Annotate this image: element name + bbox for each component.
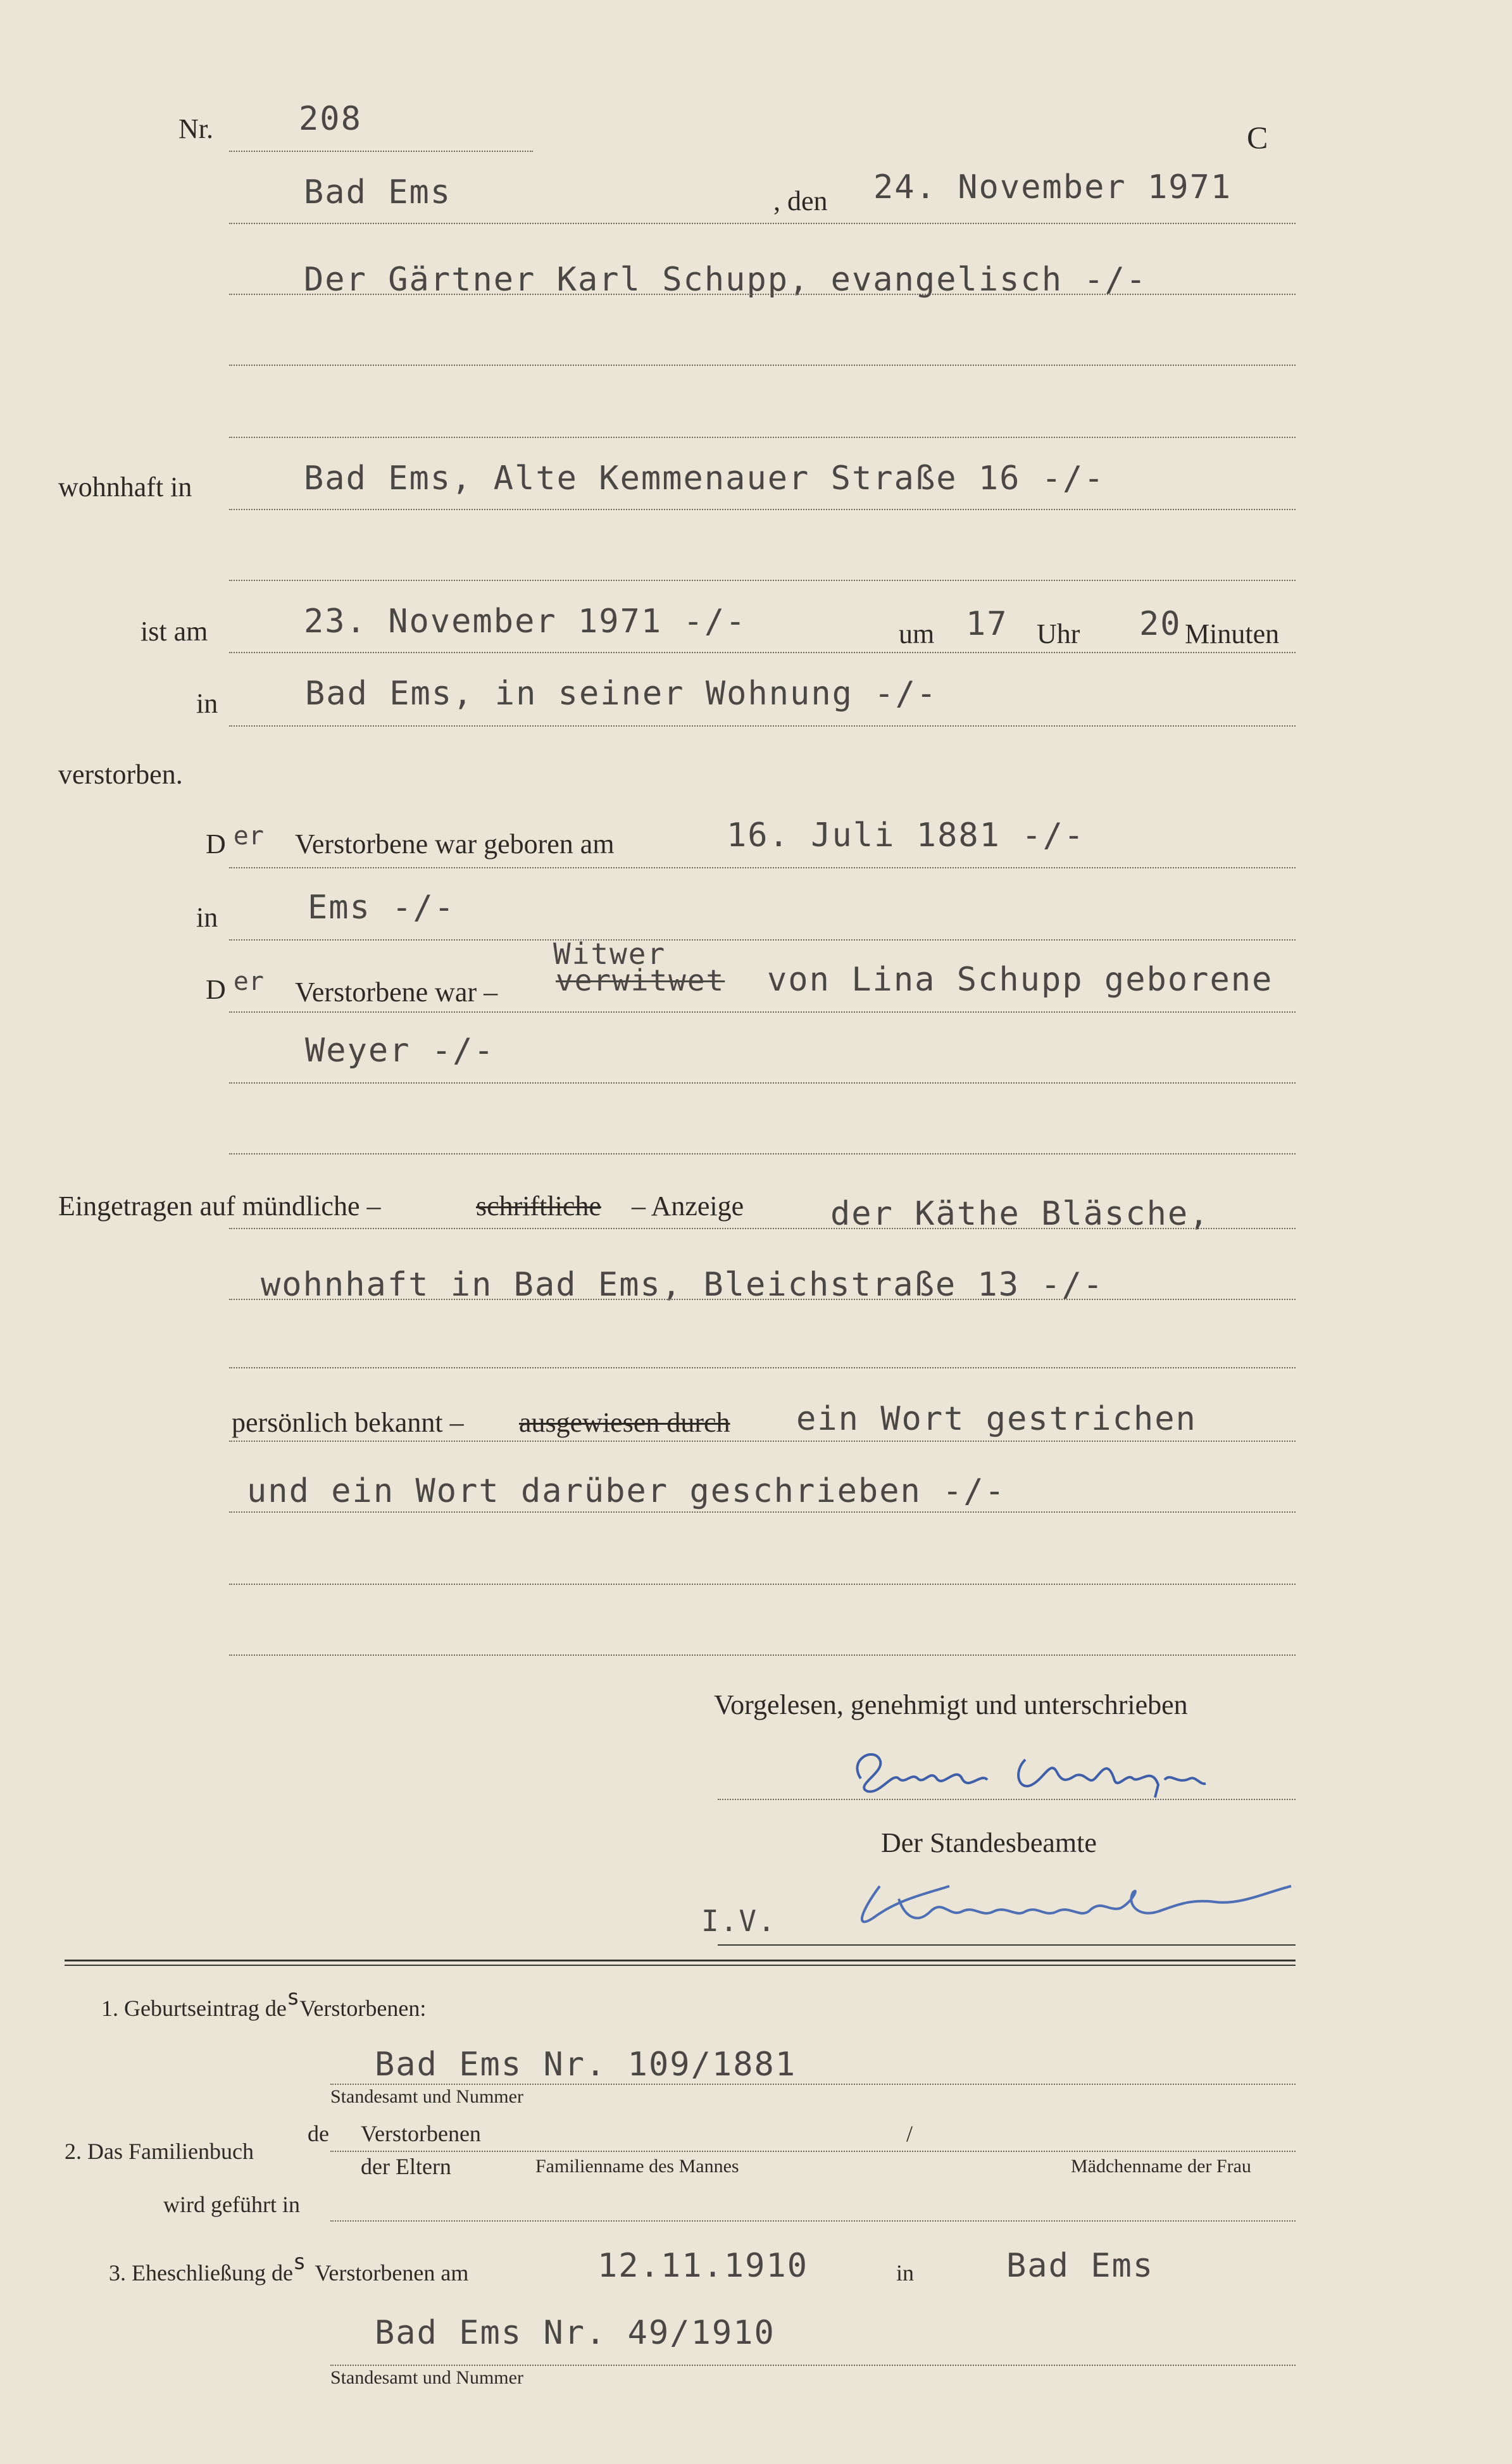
declarant-line-2: [229, 365, 1296, 366]
death-in-label: in: [196, 688, 218, 719]
marriage-place: Bad Ems: [1006, 2247, 1154, 2285]
informant-signature-line: [718, 1799, 1296, 1800]
marital-label: Verstorbene war –: [295, 977, 498, 1008]
birth-entry-reference: Bad Ems Nr. 109/1881: [375, 2046, 797, 2084]
birth-place-line: [229, 939, 1296, 941]
declarant-line-1: [229, 294, 1296, 295]
informant-address: wohnhaft in Bad Ems, Bleichstraße 13 -/-: [261, 1266, 1104, 1304]
registration-struck-word: schriftliche: [476, 1191, 601, 1222]
item3-caption: Standesamt und Nummer: [330, 2367, 523, 2388]
declarant-line-3: [229, 437, 1296, 438]
item1-line: [330, 2084, 1296, 2085]
birth-date-line: [229, 867, 1296, 868]
date-line: [229, 223, 1296, 224]
death-date-line: [229, 652, 1296, 653]
birth-place: Ems -/-: [308, 889, 456, 927]
death-place-line: [229, 725, 1296, 727]
item2-label: 2. Das Familienbuch: [65, 2139, 254, 2164]
residence-value: Bad Ems, Alte Kemmenauer Straße 16 -/-: [304, 460, 1105, 497]
footer-divider-2: [65, 1965, 1296, 1966]
death-place: Bad Ems, in seiner Wohnung -/-: [305, 675, 938, 713]
identification-line-2: [229, 1511, 1296, 1513]
item1-label: 1. Geburtseintrag desVerstorbenen:: [101, 1985, 427, 2021]
identification-line-3: [229, 1584, 1296, 1585]
marriage-reference: Bad Ems Nr. 49/1910: [375, 2314, 775, 2352]
registration-label-suffix: – Anzeige: [632, 1191, 744, 1222]
verstorben-label: verstorben.: [58, 759, 183, 790]
marital-value: von Lina Schupp geborene: [767, 961, 1273, 999]
footer-divider-1: [65, 1960, 1296, 1961]
death-minutes: 20: [1139, 605, 1182, 643]
ist-am-label: ist am: [141, 616, 208, 647]
residence-line-1: [229, 509, 1296, 510]
official-label: Der Standesbeamte: [881, 1827, 1097, 1858]
marital-d-label: D er: [206, 967, 264, 1005]
identification-value-2: und ein Wort darüber geschrieben -/-: [247, 1472, 1006, 1510]
item1-caption: Standesamt und Nummer: [330, 2086, 523, 2107]
registration-line-1: [229, 1228, 1296, 1229]
item2-de: de: [308, 2121, 329, 2146]
identification-line-4: [229, 1654, 1296, 1656]
minuten-label: Minuten: [1185, 618, 1280, 649]
marital-line-1: [229, 1011, 1296, 1013]
registration-date: 24. November 1971: [873, 168, 1232, 206]
registration-line-3: [229, 1367, 1296, 1368]
item3-line: [330, 2365, 1296, 2366]
item3-in: in: [896, 2260, 915, 2286]
registrar-signature: [835, 1848, 1316, 1943]
item2-wird-line: [330, 2220, 1296, 2222]
registration-line-2: [229, 1299, 1296, 1300]
uhr-label: Uhr: [1037, 618, 1080, 649]
marital-inserted-word: Witwer: [553, 937, 666, 971]
nr-line: [229, 151, 533, 152]
death-date: 23. November 1971 -/-: [304, 603, 747, 641]
identification-struck: ausgewiesen durch: [519, 1407, 730, 1438]
marital-line-2: [229, 1082, 1296, 1084]
identification-label: persönlich bekannt –: [232, 1407, 464, 1438]
item2-wird: wird geführt in: [163, 2192, 300, 2217]
marital-struck-word: verwitwet: [556, 963, 725, 997]
read-approved-text: Vorgelesen, genehmigt und unterschrieben: [714, 1689, 1188, 1720]
place-of-registration: Bad Ems: [304, 173, 452, 211]
birth-label: Verstorbene war geboren am: [295, 829, 615, 860]
residence-label: wohnhaft in: [58, 472, 192, 503]
item2-caption-left: Familienname des Mannes: [535, 2156, 739, 2177]
register-number: 208: [299, 100, 362, 138]
item3-label: 3. Eheschließung des Verstorbenen am: [109, 2249, 469, 2286]
identification-line-1: [229, 1441, 1296, 1442]
form-letter: C: [1247, 120, 1268, 155]
marital-line-3: [229, 1153, 1296, 1154]
birth-d-label: D er: [206, 822, 264, 860]
informant-name: der Käthe Bläsche,: [830, 1195, 1210, 1233]
registration-label-prefix: Eingetragen auf mündliche –: [58, 1191, 381, 1222]
iv-label: I.V.: [701, 1904, 777, 1938]
item2-caption-right: Mädchenname der Frau: [1071, 2156, 1251, 2177]
den-label: , den: [773, 185, 828, 216]
item2-verstorbenen: Verstorbenen: [361, 2121, 481, 2146]
marriage-date: 12.11.1910: [597, 2247, 809, 2285]
identification-value: ein Wort gestrichen: [796, 1400, 1197, 1438]
death-hour: 17: [966, 605, 1008, 643]
birth-date: 16. Juli 1881 -/-: [727, 816, 1085, 854]
nr-label: Nr.: [178, 113, 213, 144]
registrar-signature-line: [718, 1944, 1296, 1946]
declarant-text: Der Gärtner Karl Schupp, evangelisch -/-: [304, 261, 1147, 299]
marital-value-2: Weyer -/-: [305, 1032, 495, 1070]
item2-eltern: der Eltern: [361, 2154, 451, 2179]
birth-in-label: in: [196, 902, 218, 933]
residence-line-2: [229, 580, 1296, 581]
item2-line: [330, 2151, 1296, 2152]
item2-slash: /: [906, 2121, 913, 2146]
um-label: um: [899, 618, 935, 649]
